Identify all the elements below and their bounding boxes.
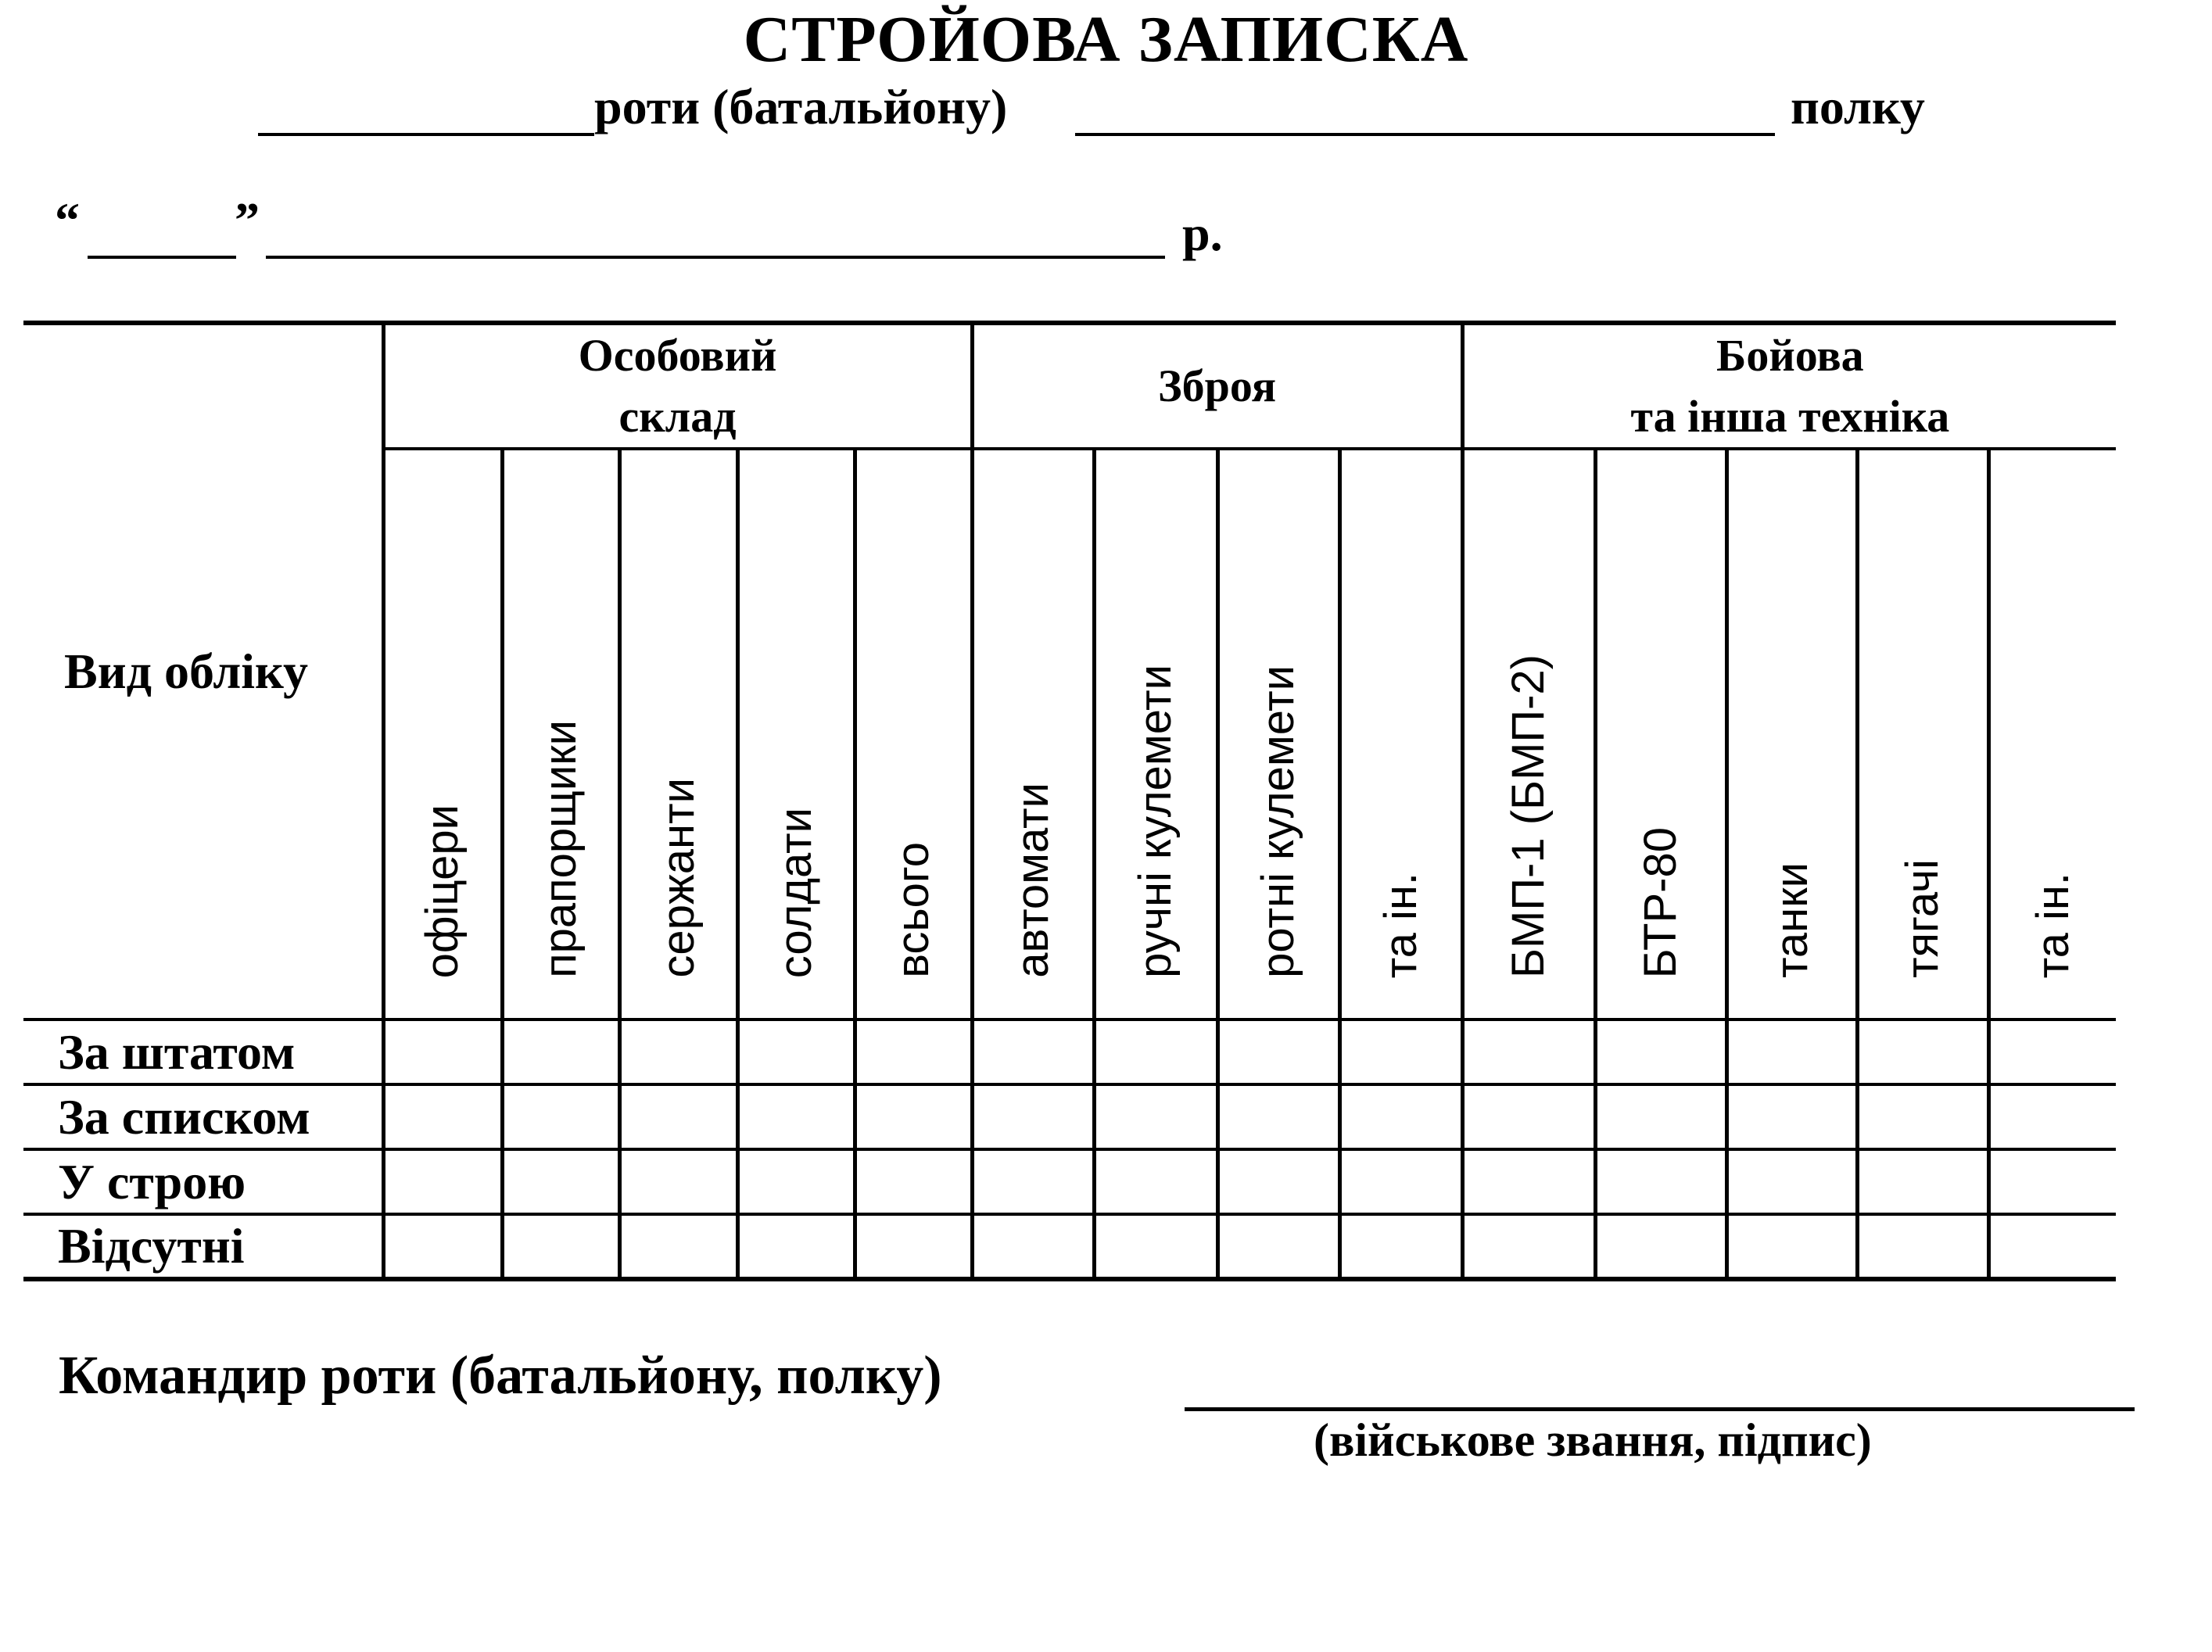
group-vehicles-line2: та інша техніка (1630, 391, 1950, 442)
table-cell[interactable] (737, 1149, 855, 1214)
table-cell[interactable] (737, 1084, 855, 1149)
table-row (23, 1149, 2116, 1214)
table-cell[interactable] (619, 1084, 737, 1149)
col-header-tractors: тягачі (1857, 449, 1988, 1020)
table-row (23, 1214, 2116, 1279)
table-cell[interactable] (383, 1020, 502, 1084)
table-cell[interactable] (1595, 1084, 1726, 1149)
table-cell[interactable] (1857, 1149, 1988, 1214)
table-cell[interactable] (502, 1020, 619, 1084)
table-cell[interactable] (383, 1084, 502, 1149)
table-cell[interactable] (619, 1149, 737, 1214)
col-header-total: всього (855, 449, 972, 1020)
table-cell[interactable] (1339, 1214, 1462, 1279)
date-day-field[interactable] (88, 256, 236, 259)
table-cell[interactable] (1462, 1214, 1595, 1279)
table-cell[interactable] (972, 1020, 1094, 1084)
col-header-tanks: танки (1726, 449, 1857, 1020)
table-cell[interactable] (1217, 1020, 1339, 1084)
document-title: СТРОЙОВА ЗАПИСКА (743, 3, 1469, 76)
date-year-suffix: р. (1182, 206, 1223, 261)
group-vehicles (1462, 323, 2116, 449)
col-header-soldiers: солдати (737, 449, 855, 1020)
table-cell[interactable] (1595, 1214, 1726, 1279)
col-header-rifles: автомати (972, 449, 1094, 1020)
table-cell[interactable] (502, 1214, 619, 1279)
table-cell[interactable] (1094, 1214, 1217, 1279)
commander-label: Командир роти (батальйону, полку) (59, 1346, 942, 1406)
table-cell[interactable] (1339, 1020, 1462, 1084)
table-cell[interactable] (1726, 1020, 1857, 1084)
table-cell[interactable] (1094, 1084, 1217, 1149)
table-cell[interactable] (855, 1020, 972, 1084)
row-label: У строю (23, 1149, 383, 1214)
group-weapons-line1: Зброя (1158, 360, 1277, 411)
table-cell[interactable] (383, 1149, 502, 1214)
table-cell[interactable] (1988, 1149, 2116, 1214)
table-cell[interactable] (855, 1149, 972, 1214)
table-cell[interactable] (972, 1149, 1094, 1214)
table-cell[interactable] (1726, 1084, 1857, 1149)
commander-signature-field[interactable] (1185, 1407, 2135, 1411)
table-cell[interactable] (1462, 1149, 1595, 1214)
table-cell[interactable] (1217, 1084, 1339, 1149)
signature-caption: (військове звання, підпис) (1314, 1414, 1872, 1466)
table-cell[interactable] (619, 1020, 737, 1084)
row-label: За штатом (23, 1020, 383, 1084)
table-cell[interactable] (1857, 1020, 1988, 1084)
table-cell[interactable] (1217, 1214, 1339, 1279)
table-cell[interactable] (502, 1149, 619, 1214)
col-header-warrant-officers: прапорщики (502, 449, 619, 1020)
table-cell[interactable] (972, 1214, 1094, 1279)
regiment-label: полку (1791, 79, 1925, 134)
table-cell[interactable] (1988, 1214, 2116, 1279)
group-vehicles-line1: Бойова (1716, 330, 1864, 381)
col-header-sergeants: сержанти (619, 449, 737, 1020)
row-label: Відсутні (23, 1214, 383, 1279)
report-table (23, 321, 2116, 1281)
group-personnel (383, 323, 972, 449)
date-quote-open: “ (55, 192, 80, 248)
table-cell[interactable] (855, 1084, 972, 1149)
table-cell[interactable] (972, 1084, 1094, 1149)
table-cell[interactable] (1988, 1020, 2116, 1084)
table-cell[interactable] (1339, 1084, 1462, 1149)
table-cell[interactable] (1462, 1084, 1595, 1149)
table-cell[interactable] (737, 1214, 855, 1279)
table-cell[interactable] (737, 1020, 855, 1084)
table-cell[interactable] (1595, 1149, 1726, 1214)
table-cell[interactable] (1595, 1020, 1726, 1084)
group-personnel-line2: склад (618, 391, 737, 442)
table-row (23, 1084, 2116, 1149)
col-header-vehicles-other: та ін. (1988, 449, 2116, 1020)
kind-header: Вид обліку (64, 643, 308, 699)
table-cell[interactable] (619, 1214, 737, 1279)
row-label: За списком (23, 1084, 383, 1149)
col-header-bmp: БМП-1 (БМП-2) (1462, 449, 1595, 1020)
table-cell[interactable] (502, 1084, 619, 1149)
col-header-weapons-other: та ін. (1339, 449, 1462, 1020)
table-cell[interactable] (1217, 1149, 1339, 1214)
col-header-company-machine-guns: ротні кулемети (1217, 449, 1339, 1020)
table-cell[interactable] (1726, 1149, 1857, 1214)
table-cell[interactable] (383, 1214, 502, 1279)
table-cell[interactable] (1339, 1149, 1462, 1214)
table-cell[interactable] (1857, 1084, 1988, 1149)
table-cell[interactable] (855, 1214, 972, 1279)
table-cell[interactable] (1094, 1020, 1217, 1084)
date-quote-close: ” (235, 192, 260, 248)
company-number-field[interactable] (258, 133, 594, 136)
table-cell[interactable] (1094, 1149, 1217, 1214)
col-header-officers: офіцери (383, 449, 502, 1020)
col-header-light-machine-guns: ручні кулемети (1094, 449, 1217, 1020)
group-weapons (972, 323, 1462, 449)
col-header-btr: БТР-80 (1595, 449, 1726, 1020)
group-personnel-line1: Особовий (578, 330, 777, 381)
table-cell[interactable] (1857, 1214, 1988, 1279)
table-cell[interactable] (1988, 1084, 2116, 1149)
table-cell[interactable] (1462, 1020, 1595, 1084)
table-cell[interactable] (1726, 1214, 1857, 1279)
kind-header-cell (23, 323, 383, 1020)
regiment-number-field[interactable] (1075, 133, 1775, 136)
company-label: роти (батальйону) (594, 79, 1008, 134)
table-row (23, 1020, 2116, 1084)
date-month-year-field[interactable] (266, 256, 1165, 259)
